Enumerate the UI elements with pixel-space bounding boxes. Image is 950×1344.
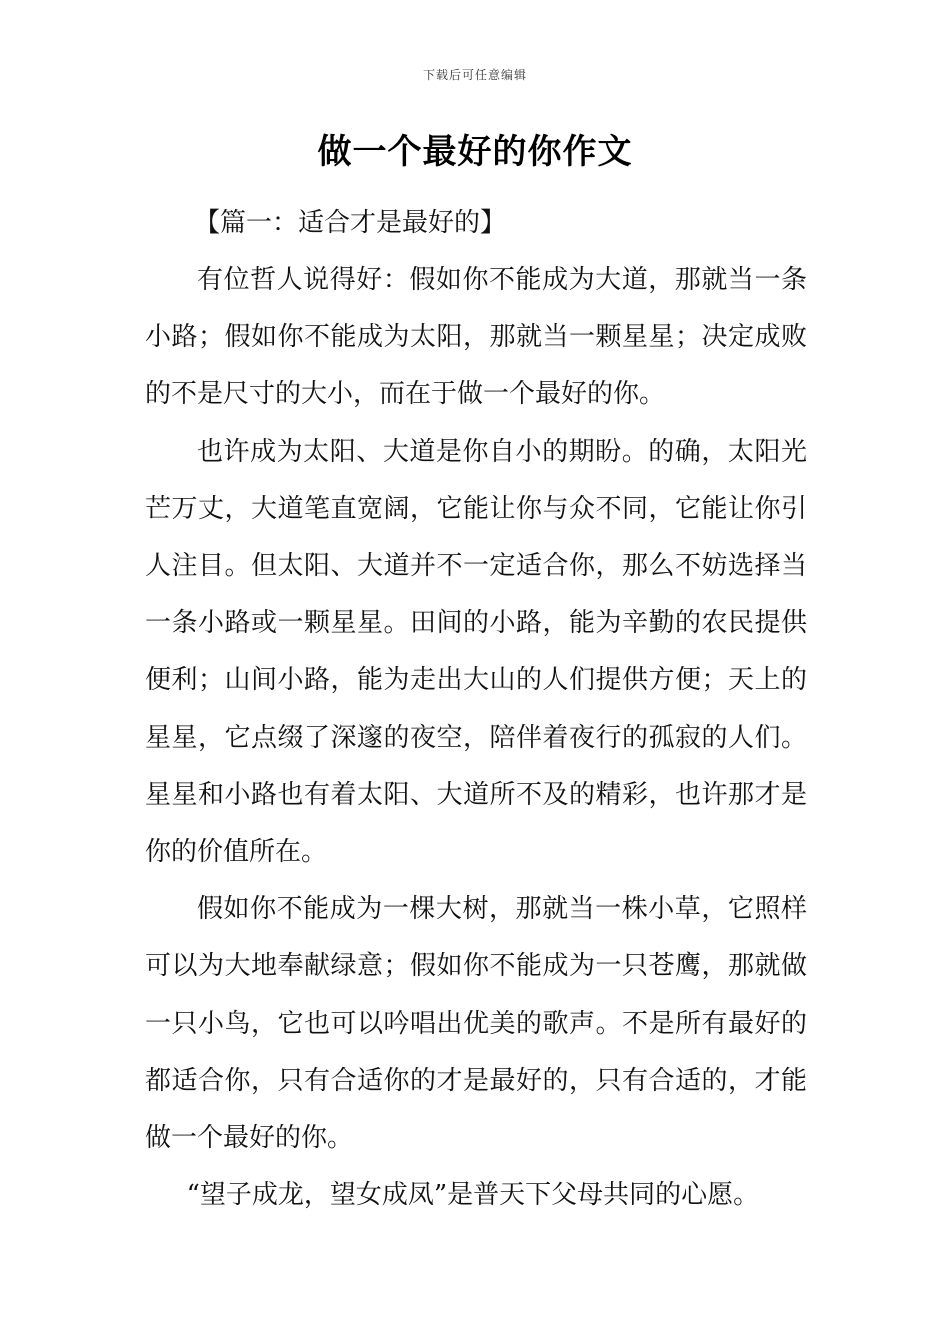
document-body — [145, 252, 807, 1224]
section-heading: 【篇一：适合才是最好的】 — [194, 208, 507, 238]
paragraph: 假如你不能成为一棵大树，那就当一株小草，它照样可以为大地奉献绿意；假如你不能成为一只苍鹰，那就做一只小鸟，它也可以吟唱出优美的歌声。不是所有最好的都适合你，只有合适你的才是最好的，只有合适的，才能做一个最好的你。 — [145, 894, 807, 1154]
paragraph: “望子成龙，望女成凤”是普天下父母共同的心愿。 — [186, 1180, 760, 1211]
header-note: 下载后可任意编辑 — [422, 68, 527, 82]
paragraph: 也许成为太阳、大道是你自小的期盼。的确，太阳光芒万丈，大道笔直宽阔，它能让你与众不同，它能让你引人注目。但太阳、大道并不一定适合你，那么不妨选择当一条小路或一颗星星。田间的小路，能为辛勤的农民提供便利；山间小路，能为走出大山的人们提供方便；天上的星星，它点缀了深邃的夜空，陪伴着夜行的孤寂的人们。星星和小路也有着太阳、大道所不及的精彩，也许那才是你的价值所在。 — [145, 436, 807, 868]
document-title: 做一个最好的你作文 — [317, 132, 633, 172]
paragraph: 有位哲人说得好：假如你不能成为大道，那就当一条小路；假如你不能成为太阳，那就当一颗星星；决定成败的不是尺寸的大小，而在于做一个最好的你。 — [145, 265, 807, 410]
